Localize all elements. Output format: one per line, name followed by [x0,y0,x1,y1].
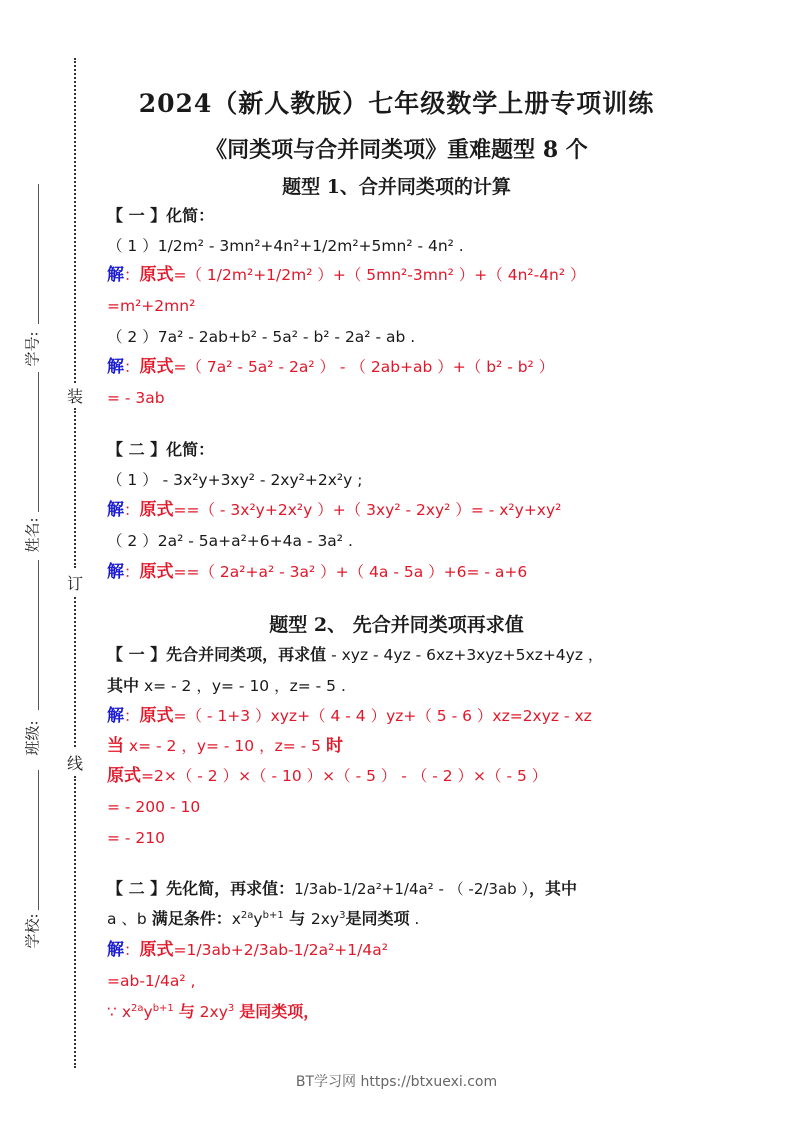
group-bracket: 【 二 】 [107,440,167,459]
solution-line [107,357,554,377]
binding-char-xian: 线 [66,751,84,774]
solution-lead: 原式 [139,357,174,377]
dotted-binding-line [74,408,76,568]
binding-char-zhuang: 装 [66,384,84,407]
solution-expression: =（ - 1+3 ）xyz+（ 4 - 4 ）yz+（ 5 - 6 ）xz=2xyz - xz [173,707,592,725]
solution-line [107,500,561,520]
field-underline-school[interactable] [38,770,39,910]
problem-condition [107,676,346,696]
when-values: x= - 2 ，y= - 10 ，z= - 5 [124,737,326,755]
group-bracket: 【 一 】 [107,645,167,664]
field-underline-student-id[interactable] [38,184,39,324]
page-subtitle: 《同类项与合并同类项》重难题型 8 个 [205,137,588,163]
solution-lead: 原式 [139,706,174,726]
solution-lead: 原式 [139,940,174,960]
evaluation-step: = - 200 - 10 [107,798,201,816]
solution-colon: ： [124,266,140,284]
condition-values: x= - 2 ，y= - 10 ，z= - 5 . [139,677,346,695]
heading-tail: ，其中 [528,879,577,898]
solution-colon: ： [124,707,140,725]
page-title: 2024（新人教版）七年级数学上册专项训练 [138,89,655,118]
problem-condition [107,909,419,929]
monomial-1-y: y [253,910,263,928]
solution-line [107,562,527,582]
solution-expression: ==（ - 3x²y+2x²y ）+（ 3xy² - 2xy² ）= - x²y+xy² [173,501,562,519]
problem-prompt [107,236,464,256]
condition-text: 满足条件： [151,909,232,928]
monomial-2: 2xy [199,1003,228,1021]
solution-expression: =（ 7a² - 5a² - 2a² ） - （ 2ab+ab ）+（ b² - b² ） [173,358,555,376]
monomial-1-exp-x: 2a [240,910,254,921]
group-instruction: 化简： [166,206,215,225]
monomial-1-exp-y: b+1 [152,1003,174,1014]
when-lead: 当 [107,736,124,756]
field-label-student-id: 学号: [23,331,42,367]
because-conjunction: 与 [178,1002,195,1021]
condition-conclusion: 是同类项 [345,909,410,928]
monomial-2-exp: 3 [227,1003,235,1014]
solution-label: 解 [107,706,124,726]
solution-label: 解 [107,940,124,960]
footer-watermark: BT学习网 https://btxuexi.com [295,1074,498,1090]
solution-lead: 原式 [139,562,174,582]
section-title-1: 题型 1、合并同类项的计算 [282,176,511,198]
problem-number: （ 2 ） [107,328,158,346]
eval-lead: 原式 [107,766,141,786]
because-line [107,1002,319,1022]
group-bracket: 【 二 】 [107,879,167,898]
solution-label: 解 [107,500,124,520]
group-heading [107,206,214,226]
solution-label: 解 [107,562,124,582]
problem-expression: 2a² - 5a+a²+6+4a - 3a² . [157,532,353,550]
solution-result: = - 3ab [107,389,165,407]
problem-expression: - xyz - 4yz - 6xz+3xyz+5xz+4yz ， [326,646,604,664]
group-heading [107,440,214,460]
when-tail: 时 [325,736,343,756]
solution-line [107,940,388,960]
solution-expression: =1/3ab+2/3ab-1/2a²+1/4a² [173,941,388,959]
monomial-1-y: y [143,1003,153,1021]
eval-expression: =2×（ - 2 ）×（ - 10 ）×（ - 5 ） - （ - 2 ）×（ - 5 ） [141,767,548,785]
solution-lead: 原式 [139,500,174,520]
field-label-name: 姓名: [23,517,42,553]
substitution-line [107,736,343,756]
monomial-2: 2xy [310,910,340,928]
binding-char-ding: 订 [66,571,84,594]
solution-line [107,706,592,726]
solution-expression: ==（ 2a²+a² - 3a² ）+（ 4a - 5a ）+6= - a+6 [173,563,528,581]
dotted-binding-line [74,776,76,1068]
problem-expression: 1/3ab-1/2a²+1/4a² - （ -2/3ab ） [294,880,529,898]
problem-prompt [107,531,353,551]
monomial-1-base: x [121,1003,131,1021]
problem-prompt [107,327,415,347]
group-heading [107,879,577,899]
because-conclusion: 是同类项， [239,1002,320,1021]
conjunction: 与 [283,909,311,928]
evaluation-result: = - 210 [107,829,166,847]
solution-label: 解 [107,357,124,377]
solution-line [107,265,586,285]
problem-expression: 7a² - 2ab+b² - 5a² - b² - 2a² - ab . [157,328,416,346]
problem-expression: 1/2m² - 3mn²+4n²+1/2m²+5mn² - 4n² . [157,237,464,255]
solution-colon: ： [124,941,140,959]
section-title-2: 题型 2、 先合并同类项再求值 [269,614,524,636]
monomial-2-exp: 3 [339,910,346,921]
group-bracket: 【 一 】 [107,206,167,225]
monomial-1-exp-x: 2a [131,1003,144,1014]
solution-step: =ab-1/4a² , [107,972,196,990]
solution-expression: =（ 1/2m²+1/2m² ）+（ 5mn²-3mn² ）+（ 4n²-4n² ） [173,266,586,284]
evaluation-line [107,766,547,786]
group-instruction: 先化简，再求值： [166,879,295,898]
problem-number: （ 1 ） [107,237,158,255]
problem-expression: - 3x²y+3xy² - 2xy²+2x²y ; [157,471,363,489]
group-instruction: 先合并同类项，再求值 [166,645,327,664]
field-label-class: 班级: [23,720,42,756]
monomial-1-exp-y: b+1 [262,910,284,921]
field-underline-name[interactable] [38,372,39,512]
field-label-school: 学校: [23,913,42,949]
solution-colon: ： [124,501,140,519]
solution-lead: 原式 [139,265,174,285]
solution-colon: ： [124,563,140,581]
group-instruction: 化简： [166,440,215,459]
solution-colon: ： [124,358,140,376]
condition-lead: 其中 [107,676,140,695]
monomial-1-base: x [231,910,241,928]
because-symbol: ∵ [107,1003,117,1021]
solution-result: =m²+2mn² [107,297,196,315]
solution-label: 解 [107,265,124,285]
condition-vars: a 、b [107,910,152,928]
condition-end: . [409,910,420,928]
group-heading [107,645,603,665]
problem-prompt [107,470,362,490]
problem-number: （ 1 ） [107,471,158,489]
problem-number: （ 2 ） [107,532,158,550]
